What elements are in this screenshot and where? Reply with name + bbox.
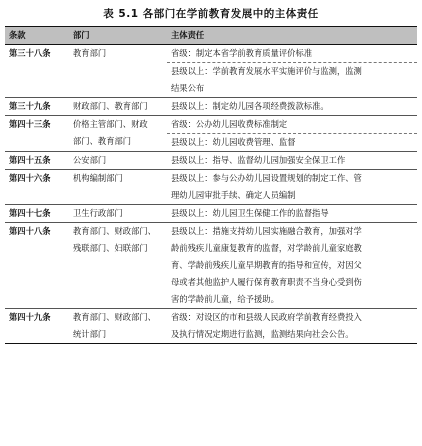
duty-line: 县级以上：幼儿园卫生保健工作的监督指导 (171, 208, 329, 218)
article-cell: 第三十九条 (5, 98, 69, 116)
department-line: 公安部门 (73, 155, 107, 165)
duty-cell (167, 170, 417, 205)
duty-line: 育、学龄前残疾儿童早期教育的指导和宣传，对因父 (171, 260, 362, 270)
table-row (5, 223, 417, 309)
table-row (5, 116, 417, 134)
table-header-row (5, 27, 417, 45)
duty-line: 省级：公办幼儿园收费标准制定 (171, 119, 288, 129)
table-row (5, 98, 417, 116)
duty-line: 县级以上：指导、监督幼儿园加强安全保卫工作 (171, 155, 346, 165)
department-line: 残联部门、妇联部门 (73, 243, 148, 253)
duty-line: 及执行情况定期进行监测，监测结果向社会公告。 (171, 329, 354, 339)
department-line: 财政部门、教育部门 (73, 101, 148, 111)
duty-line: 县级以上：措施支持幼儿园实施融合教育，加强对学 (171, 226, 362, 236)
department-cell (69, 45, 167, 98)
duty-line: 理幼儿园审批手续、确定人员编制 (171, 190, 296, 200)
duty-cell (167, 134, 417, 152)
duty-line: 县级以上：参与公办幼儿园设置规划的制定工作、管 (171, 173, 362, 183)
table-title: 表 5.1 各部门在学前教育发展中的主体责任 (103, 8, 319, 20)
article-cell: 第四十六条 (5, 170, 69, 205)
department-line: 教育部门、财政部门、 (73, 226, 156, 236)
article-cell: 第四十三条 (5, 116, 69, 152)
duty-cell (167, 45, 417, 63)
department-line: 教育部门、财政部门、 (73, 312, 156, 322)
department-line: 价格主管部门、财政 (73, 119, 148, 129)
department-cell (69, 152, 167, 170)
duty-cell (167, 116, 417, 134)
duty-cell (167, 309, 417, 344)
article-cell: 第四十八条 (5, 223, 69, 309)
department-line: 机构编制部门 (73, 173, 123, 183)
department-line: 卫生行政部门 (73, 208, 123, 218)
table-row (5, 152, 417, 170)
department-cell (69, 98, 167, 116)
article-cell: 第四十七条 (5, 205, 69, 223)
duty-line: 省级：对设区的市和县级人民政府学前教育经费投入 (171, 312, 362, 322)
header-department: 部门 (69, 27, 167, 45)
header-article: 条款 (5, 27, 69, 45)
duty-line: 母或者其他监护人履行保育教育职责不当身心受到伤 (171, 277, 362, 287)
table-row (5, 45, 417, 63)
department-line: 教育部门 (73, 48, 107, 58)
duty-line: 县级以上：学前教育发展水平实施评价与监测，监测 (171, 66, 362, 76)
duty-line: 结果公布 (171, 83, 205, 93)
duty-line: 害的学龄前儿童，给予援助。 (171, 294, 279, 304)
department-line: 部门、教育部门 (73, 136, 132, 146)
article-cell: 第三十八条 (9, 48, 51, 58)
table-row (5, 309, 417, 344)
department-cell (69, 116, 167, 152)
header-duty: 主体责任 (167, 27, 417, 45)
department-cell (69, 223, 167, 309)
duty-line: 龄前残疾儿童康复教育的监督，对学龄前儿童家庭教 (171, 243, 362, 253)
department-cell (69, 309, 167, 344)
article-cell: 第四十九条 (5, 309, 69, 344)
duty-cell (167, 63, 417, 98)
duty-cell (167, 98, 417, 116)
duty-line: 县级以上：幼儿园收费管理、监督 (171, 137, 296, 147)
table-body (5, 45, 417, 344)
table-row (5, 170, 417, 205)
duty-cell (167, 205, 417, 223)
responsibility-table (5, 26, 417, 344)
duty-line: 县级以上：制定幼儿园各项经费拨款标准。 (171, 101, 329, 111)
department-cell (69, 205, 167, 223)
article-cell: 第四十五条 (5, 152, 69, 170)
department-cell (69, 170, 167, 205)
table-row (5, 205, 417, 223)
duty-line: 省级：制定本省学前教育质量评价标准 (171, 48, 313, 58)
department-line: 统计部门 (73, 329, 107, 339)
duty-cell (167, 152, 417, 170)
duty-cell (167, 223, 417, 309)
